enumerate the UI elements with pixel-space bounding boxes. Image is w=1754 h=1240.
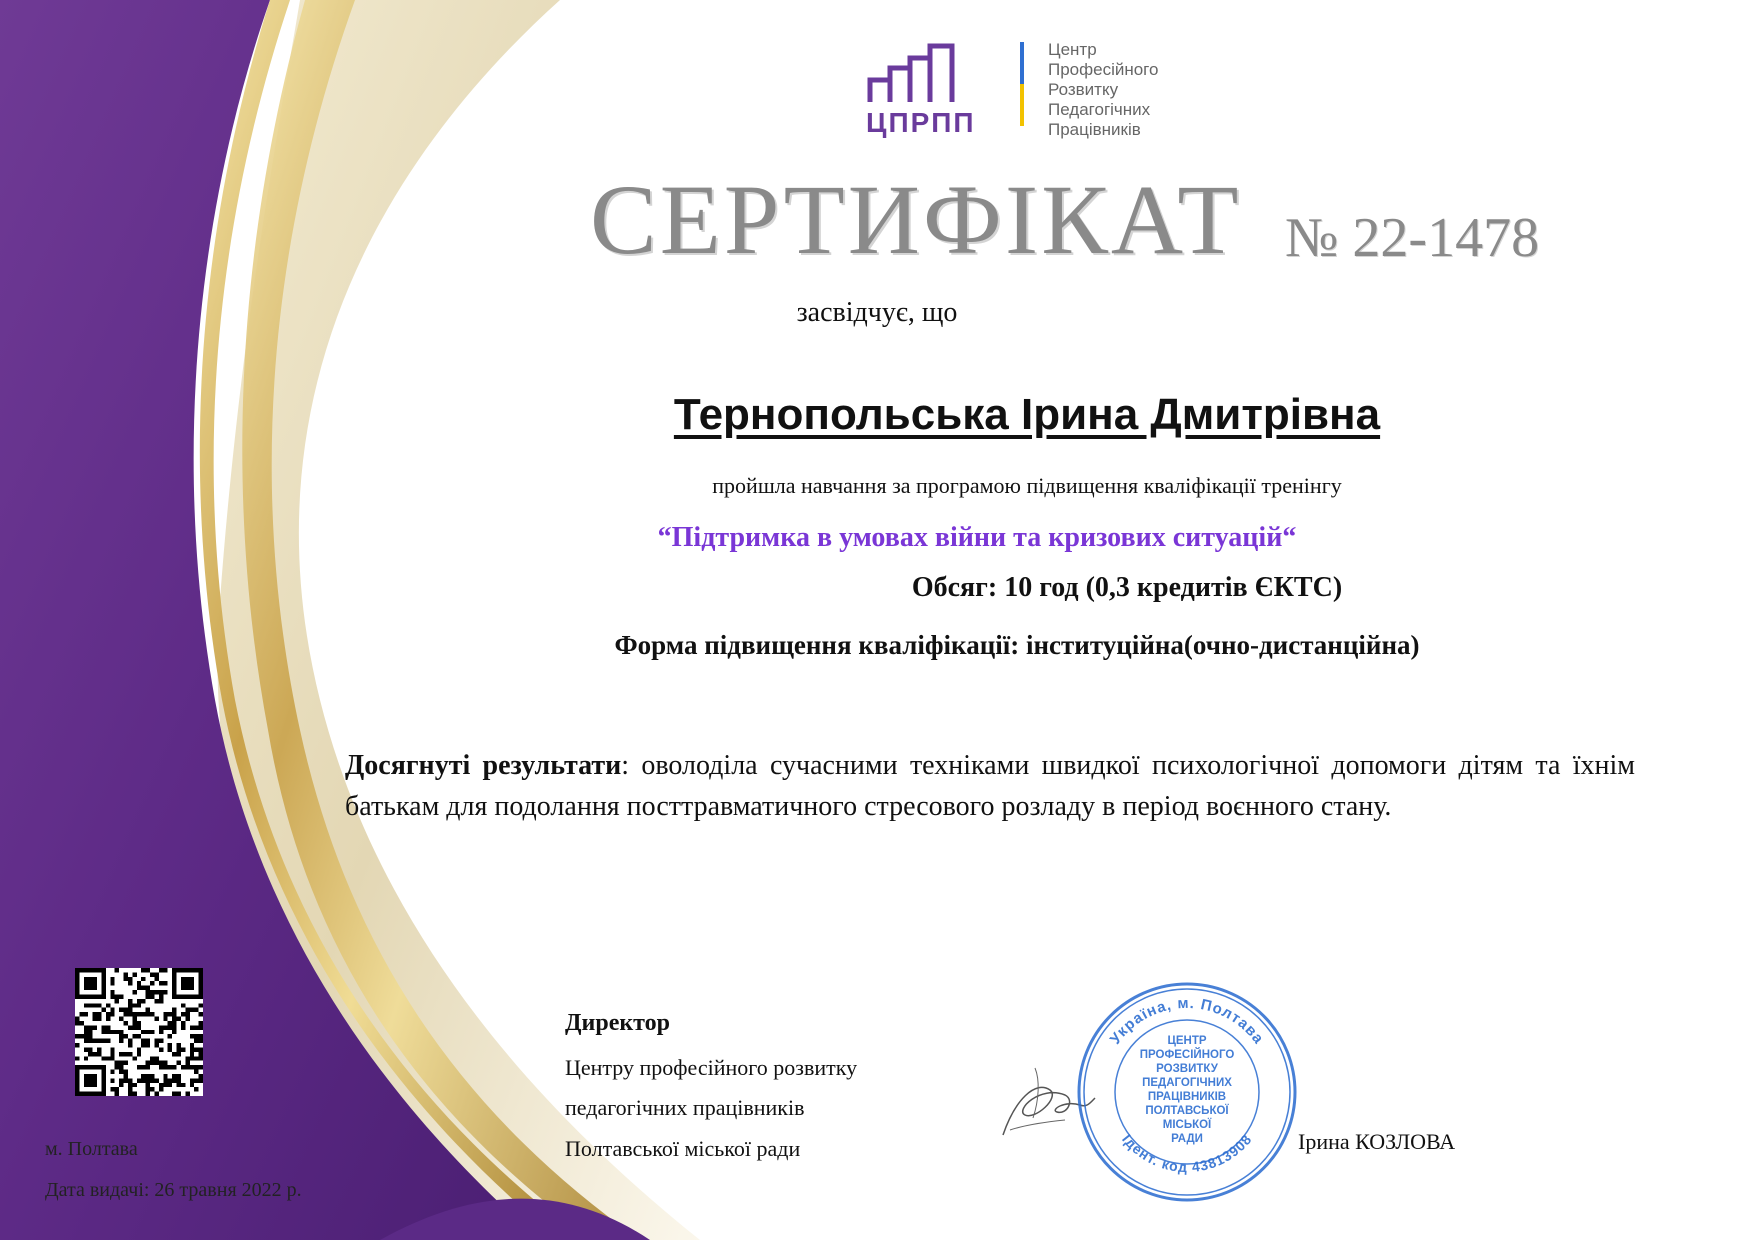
stamp-inner-line: ПОЛТАВСЬКОЇ bbox=[1145, 1105, 1229, 1117]
qr-code bbox=[75, 968, 203, 1096]
stamp-inner-line: ПРОФЕСІЙНОГО bbox=[1139, 1049, 1235, 1061]
stamp-outer-bottom: Ідент. код 43813908 bbox=[1119, 1130, 1255, 1176]
results-text: : оволоділа сучасними техніками швидкої психологічної допомоги дітям та їхнім батькам для подолання посттравматичного стресового розладу в період воєнного стану. bbox=[345, 750, 1635, 822]
recipient-name-wrap bbox=[300, 390, 1754, 440]
stamp-inner-line: РОЗВИТКУ bbox=[1156, 1063, 1218, 1075]
training-form: Форма підвищення кваліфікації: інституційна(очно-дистанційна) bbox=[614, 630, 1420, 660]
org-line-3: Полтавської міської ради bbox=[565, 1136, 801, 1161]
program-title: “Підтримка в умовах війни та кризових ситуацій“ bbox=[657, 522, 1297, 553]
stamp-inner-line: МІСЬКОЇ bbox=[1162, 1119, 1212, 1131]
stamp-inner-line: ПЕДАГОГІЧНИХ bbox=[1142, 1077, 1232, 1089]
stamp-inner-line: ЦЕНТР bbox=[1167, 1035, 1207, 1047]
certificate-number: № 22-1478 bbox=[1285, 207, 1540, 269]
logo-abbr: ЦПРПП bbox=[866, 107, 976, 138]
official-stamp bbox=[1075, 980, 1300, 1205]
stamp-outer-top: Україна, м. Полтава bbox=[1106, 994, 1268, 1048]
signer-name: Ірина КОЗЛОВА bbox=[1298, 1129, 1456, 1154]
stamp-inner-line: РАДИ bbox=[1171, 1133, 1203, 1145]
issue-city: м. Полтава bbox=[45, 1138, 138, 1160]
organization-logo bbox=[860, 40, 1220, 140]
org-line-2: педагогічних працівників bbox=[565, 1095, 805, 1120]
results-label: Досягнуті результати bbox=[345, 750, 622, 781]
recipient-name: Тернопольська Ірина Дмитрівна bbox=[673, 390, 1381, 439]
certifies-text: засвідчує, що bbox=[796, 297, 958, 328]
logo-text: Центр Професійного Розвитку Педагогічних Працівників bbox=[1048, 40, 1159, 139]
org-line-1: Центру професійного розвитку bbox=[565, 1055, 858, 1080]
achieved-results bbox=[345, 745, 1635, 827]
completed-text: пройшла навчання за програмою підвищення кваліфікації тренінгу bbox=[712, 473, 1342, 498]
stamp-inner-line: ПРАЦІВНИКІВ bbox=[1147, 1091, 1227, 1103]
director-title: Директор bbox=[565, 1010, 670, 1036]
issue-date: Дата видачі: 26 травня 2022 р. bbox=[45, 1179, 302, 1201]
course-volume: Обсяг: 10 год (0,3 кредитів ЄКТС) bbox=[911, 572, 1343, 603]
certificate-title: СЕРТИФІКАТ bbox=[590, 164, 1242, 275]
